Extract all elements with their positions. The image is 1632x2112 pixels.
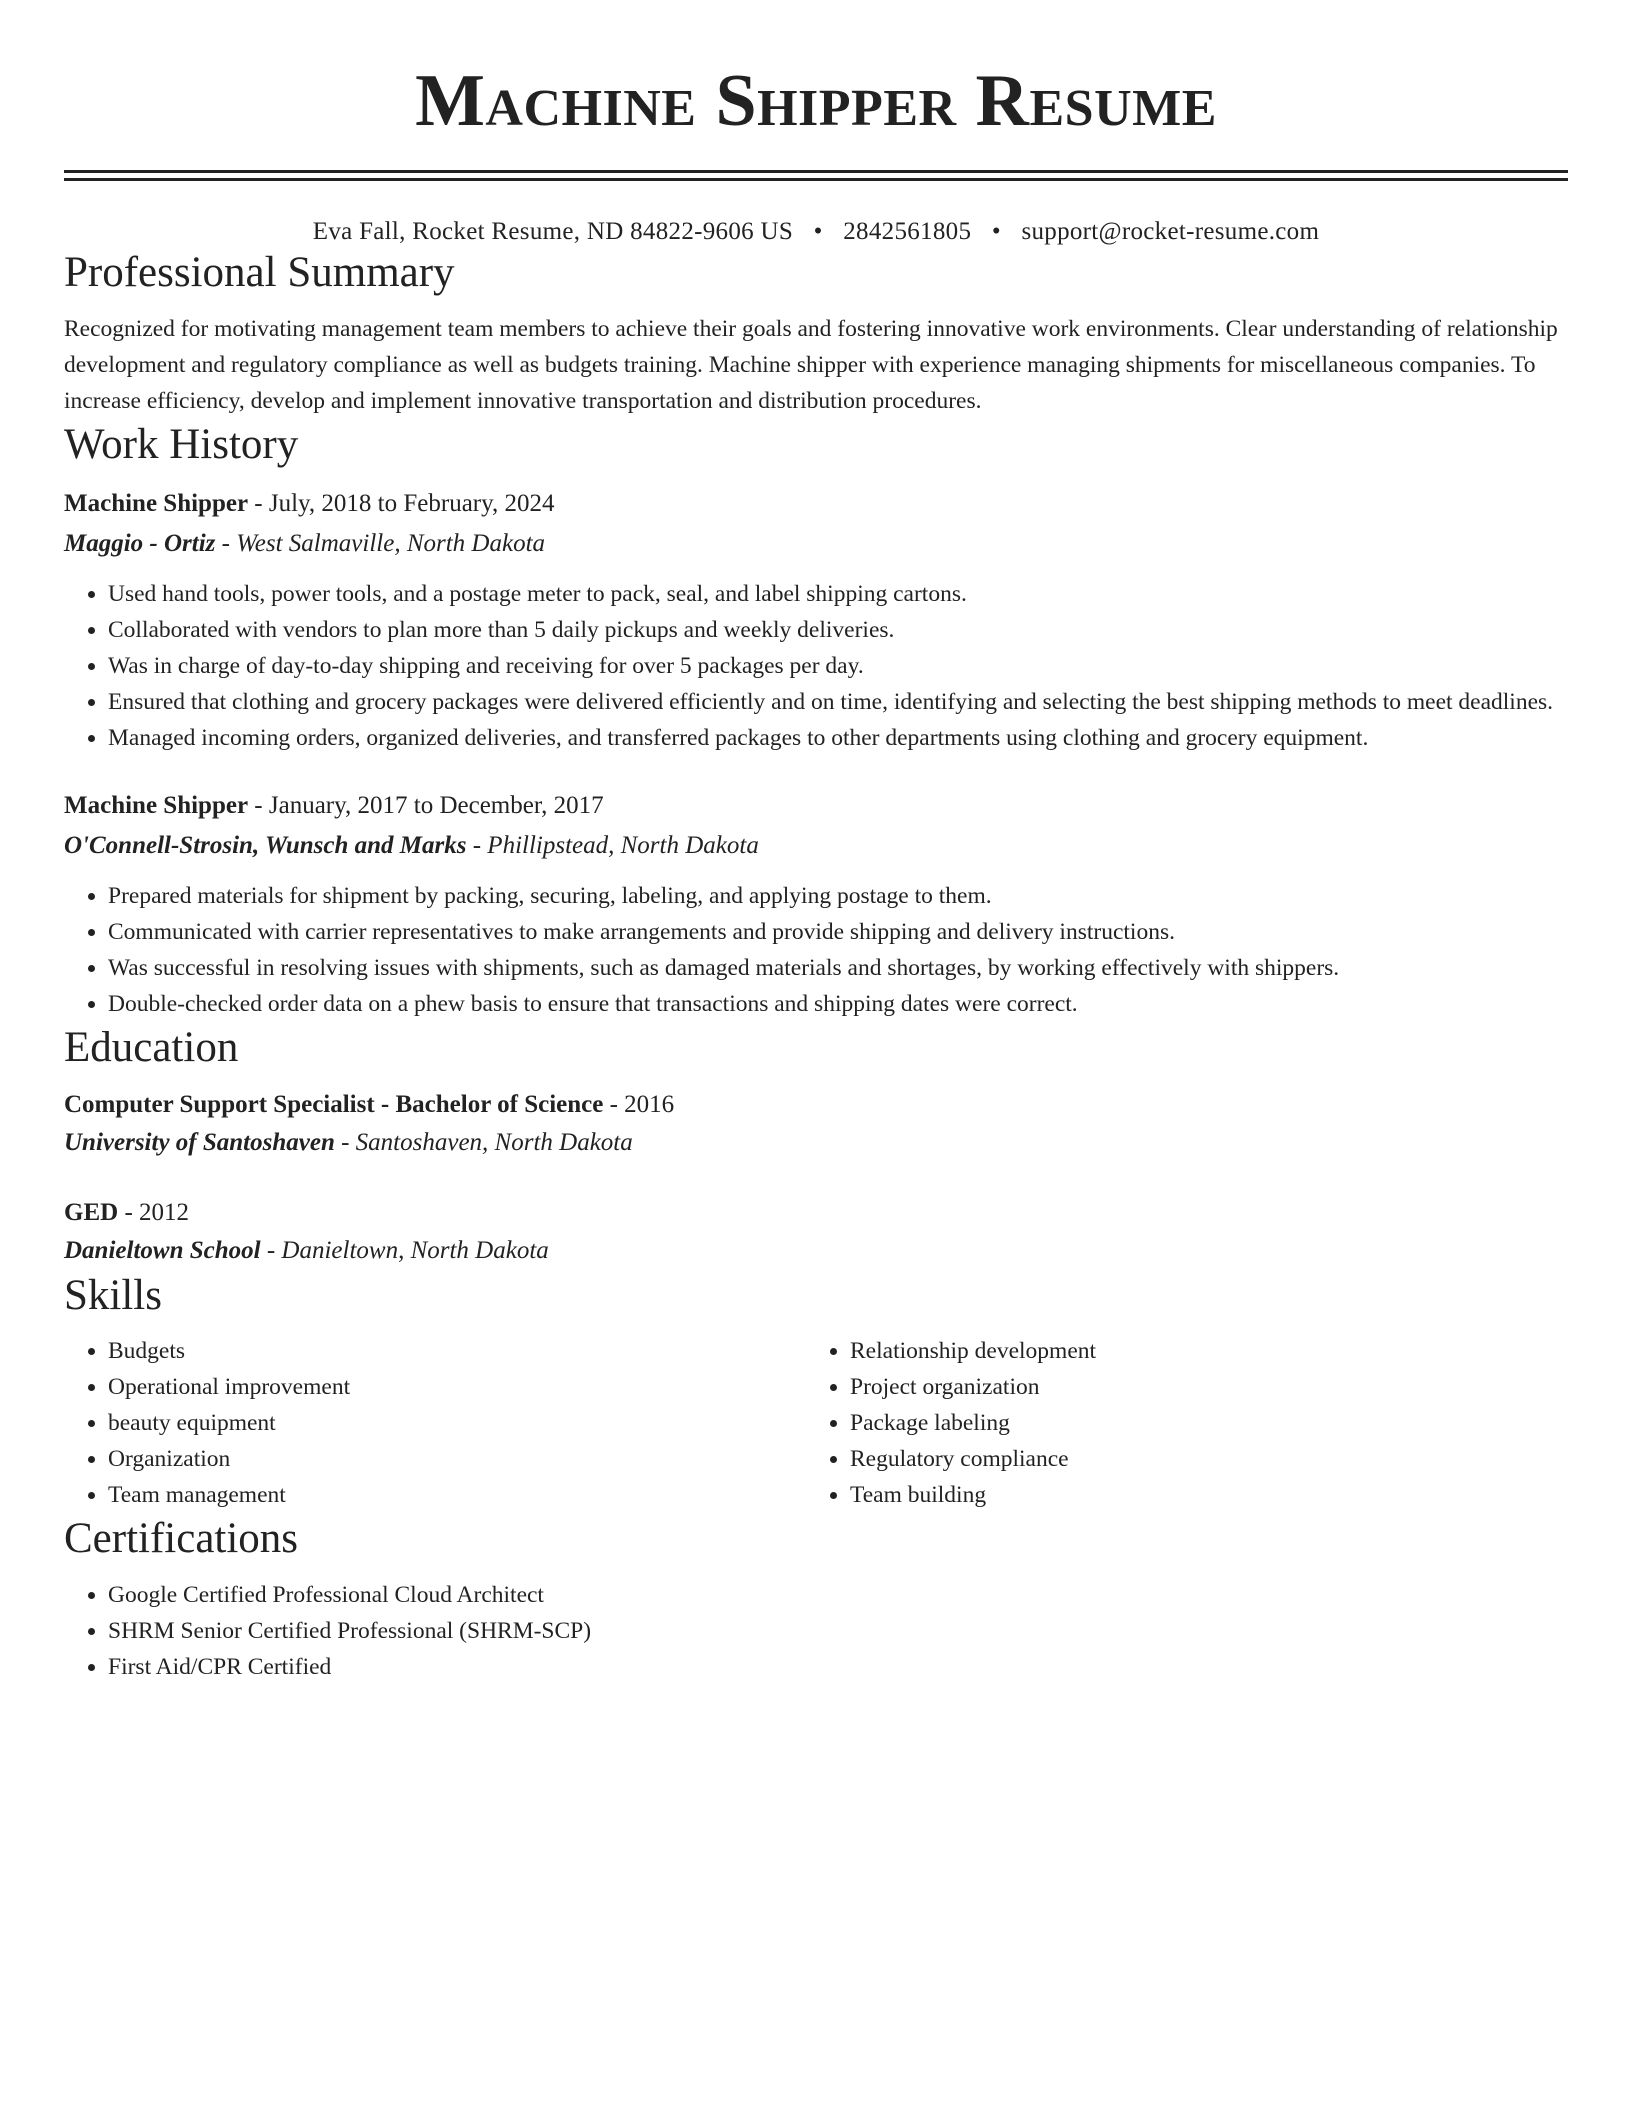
list-item: • Double-checked order data on a phew basis to ensure that transactions and shipping dates were correct. [108,986,1568,1022]
skills-grid [64,1333,1568,1513]
list-item: • First Aid/CPR Certified [108,1649,1568,1685]
certifications-list [64,1577,1568,1685]
job-bullet-list [64,576,1568,756]
list-item: • beauty equipment [108,1405,806,1441]
list-item: • Operational improvement [108,1369,806,1405]
contact-line [64,217,1568,247]
education-school: Danieltown School [64,1236,261,1264]
education-entry [64,1194,1568,1270]
contact-address: Eva Fall, Rocket Resume, ND 84822-9606 US [312,218,794,245]
job-role-line [64,484,1568,524]
title-double-rule [64,170,1568,181]
education-location: - Santoshaven, North Dakota [334,1128,633,1156]
list-item: • Relationship development [850,1333,1548,1369]
list-item: • Managed incoming orders, organized deliveries, and transferred packages to other departments using clothing and grocery equipment. [108,720,1568,756]
education-degree-line [64,1086,1568,1124]
list-item: • Team building [850,1477,1548,1513]
education-degree: GED [64,1198,119,1226]
skills-column-right [806,1333,1548,1513]
list-item: • Google Certified Professional Cloud Architect [108,1577,1568,1613]
job-entry [64,786,1568,1022]
education-year: - 2012 [118,1198,190,1226]
resume-title: Machine Shipper Resume [415,60,1217,142]
contact-phone: 2842561805 [843,218,972,245]
job-location: - Phillipstead, North Dakota [466,832,759,860]
job-role: Machine Shipper [64,792,249,820]
section-heading-education: Education [64,1024,239,1072]
list-item: • Ensured that clothing and grocery packages were delivered efficiently and on time, identifying and selecting the best shipping methods to meet deadlines. [108,684,1568,720]
education-degree: Computer Support Specialist - Bachelor of Science [64,1090,604,1118]
skills-column-left [64,1333,806,1513]
list-item: • Communicated with carrier representatives to make arrangements and provide shipping and delivery instructions. [108,914,1568,950]
job-dates: - January, 2017 to December, 2017 [248,792,604,820]
job-role-line [64,786,1568,826]
section-heading-skills: Skills [64,1271,162,1319]
list-item: • Prepared materials for shipment by packing, securing, labeling, and applying postage to them. [108,878,1568,914]
job-role: Machine Shipper [64,490,249,518]
list-item: • Budgets [108,1333,806,1369]
list-item: • SHRM Senior Certified Professional (SHRM-SCP) [108,1613,1568,1649]
job-location: - West Salmaville, North Dakota [215,530,546,558]
list-item: • Regulatory compliance [850,1441,1548,1477]
contact-email: support@rocket-resume.com [1021,218,1320,245]
education-location: - Danieltown, North Dakota [260,1236,549,1264]
list-item: • Team management [108,1477,806,1513]
education-school: University of Santoshaven [64,1128,335,1156]
list-item: • Package labeling [850,1405,1548,1441]
list-item: • Collaborated with vendors to plan more than 5 daily pickups and weekly deliveries. [108,612,1568,648]
job-company: O'Connell-Strosin, Wunsch and Marks [64,832,467,860]
contact-separator: • [813,218,823,245]
education-year: - 2016 [603,1090,675,1118]
education-degree-line [64,1194,1568,1232]
section-heading-work-history: Work History [64,420,299,468]
job-bullet-list [64,878,1568,1022]
education-school-line [64,1124,1568,1162]
education-entry [64,1086,1568,1162]
list-item: • Project organization [850,1369,1548,1405]
job-company-line [64,826,1568,866]
contact-separator: • [991,218,1001,245]
job-dates: - July, 2018 to February, 2024 [248,490,555,518]
summary-paragraph: Recognized for motivating management team members to achieve their goals and fostering innovative work environments. Clear understanding of relationship development and regulatory compliance as well as budgets training. Machine shipper with experience managing shipments for miscellaneous companies. To increase efficiency, develop and implement innovative transportation and distribution procedures. [64,315,1558,414]
list-item: • Was successful in resolving issues with shipments, such as damaged materials and shortages, by working effectively with shippers. [108,950,1568,986]
section-heading-certifications: Certifications [64,1515,299,1563]
job-entry [64,484,1568,756]
education-school-line [64,1232,1568,1270]
section-heading-summary: Professional Summary [64,249,455,296]
job-company: Maggio - Ortiz [64,530,216,558]
job-company-line [64,524,1568,564]
list-item: • Used hand tools, power tools, and a postage meter to pack, seal, and label shipping cartons. [108,576,1568,612]
list-item: • Organization [108,1441,806,1477]
list-item: • Was in charge of day-to-day shipping and receiving for over 5 packages per day. [108,648,1568,684]
